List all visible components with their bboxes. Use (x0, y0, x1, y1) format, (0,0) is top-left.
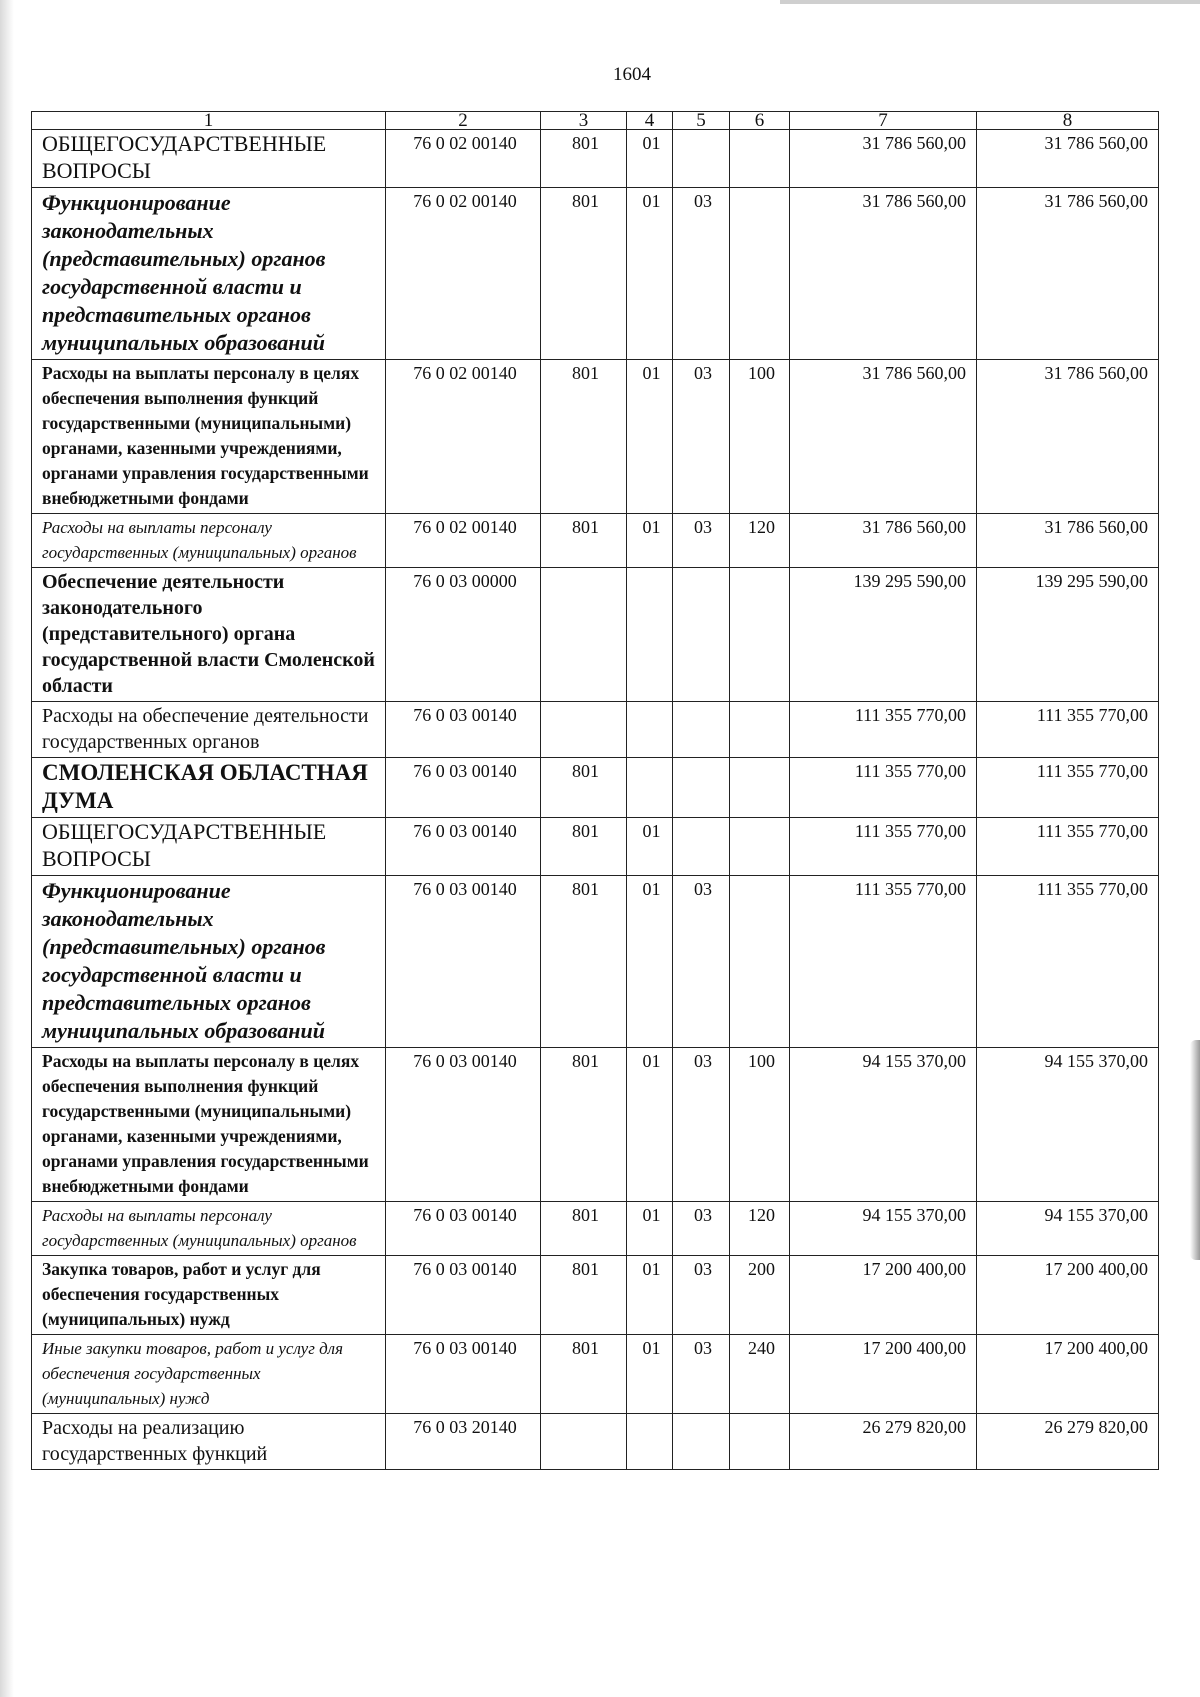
target-article-cell: 76 0 03 00140 (386, 876, 541, 1048)
amount-year-1-cell: 94 155 370,00 (790, 1048, 977, 1202)
amount-year-1-cell: 17 200 400,00 (790, 1335, 977, 1414)
column-header: 5 (673, 112, 730, 130)
table-header-row (32, 112, 1159, 130)
column-header: 8 (977, 112, 1159, 130)
item-name-cell (32, 876, 386, 1048)
table-row (32, 130, 1159, 188)
subsection-code-cell (673, 568, 730, 702)
item-name: Функционирование законодательных (представительных) органов государственной власти и представительных органов муниципальных образований (42, 190, 326, 355)
column-header: 3 (541, 112, 627, 130)
expense-type-cell: 120 (730, 514, 790, 568)
subsection-code-cell: 03 (673, 1048, 730, 1202)
amount-year-2-cell: 111 355 770,00 (977, 702, 1159, 758)
table-row (32, 1048, 1159, 1202)
target-article-cell: 76 0 03 00140 (386, 818, 541, 876)
amount-year-2-cell: 111 355 770,00 (977, 818, 1159, 876)
amount-year-2-cell: 31 786 560,00 (977, 188, 1159, 360)
item-name-cell (32, 360, 386, 514)
item-name-cell (32, 818, 386, 876)
department-code-cell (541, 568, 627, 702)
table-row (32, 818, 1159, 876)
amount-year-1-cell: 31 786 560,00 (790, 360, 977, 514)
amount-year-2-cell: 31 786 560,00 (977, 360, 1159, 514)
department-code-cell (541, 1414, 627, 1470)
section-code-cell (627, 702, 673, 758)
amount-year-1-cell: 31 786 560,00 (790, 130, 977, 188)
section-code-cell: 01 (627, 1256, 673, 1335)
item-name-cell (32, 758, 386, 818)
target-article-cell: 76 0 03 00140 (386, 1335, 541, 1414)
expense-type-cell (730, 876, 790, 1048)
expense-type-cell: 200 (730, 1256, 790, 1335)
target-article-cell: 76 0 03 20140 (386, 1414, 541, 1470)
table-row (32, 1414, 1159, 1470)
section-code-cell: 01 (627, 130, 673, 188)
section-code-cell: 01 (627, 876, 673, 1048)
scan-left-edge (0, 0, 14, 1697)
amount-year-2-cell: 94 155 370,00 (977, 1048, 1159, 1202)
subsection-code-cell: 03 (673, 1256, 730, 1335)
expense-type-cell (730, 702, 790, 758)
column-header: 7 (790, 112, 977, 130)
amount-year-1-cell: 111 355 770,00 (790, 758, 977, 818)
item-name: ОБЩЕГОСУДАРСТВЕННЫЕ ВОПРОСЫ (42, 819, 327, 871)
target-article-cell: 76 0 03 00140 (386, 1256, 541, 1335)
table-row (32, 1202, 1159, 1256)
subsection-code-cell: 03 (673, 876, 730, 1048)
amount-year-2-cell: 17 200 400,00 (977, 1335, 1159, 1414)
item-name: Функционирование законодательных (представительных) органов государственной власти и представительных органов муниципальных образований (42, 878, 326, 1043)
item-name: Расходы на выплаты персоналу государственных (муниципальных) органов (42, 518, 357, 562)
expense-type-cell (730, 568, 790, 702)
department-code-cell: 801 (541, 130, 627, 188)
expense-type-cell: 100 (730, 360, 790, 514)
item-name-cell (32, 702, 386, 758)
item-name: Расходы на обеспечение деятельности государственных органов (42, 705, 369, 753)
amount-year-2-cell: 31 786 560,00 (977, 130, 1159, 188)
department-code-cell: 801 (541, 1335, 627, 1414)
amount-year-2-cell: 111 355 770,00 (977, 876, 1159, 1048)
expense-type-cell (730, 130, 790, 188)
department-code-cell: 801 (541, 1202, 627, 1256)
table-row (32, 568, 1159, 702)
amount-year-2-cell: 111 355 770,00 (977, 758, 1159, 818)
subsection-code-cell (673, 1414, 730, 1470)
item-name: ОБЩЕГОСУДАРСТВЕННЫЕ ВОПРОСЫ (42, 131, 327, 183)
section-code-cell: 01 (627, 1048, 673, 1202)
item-name: СМОЛЕНСКАЯ ОБЛАСТНАЯ ДУМА (42, 760, 368, 813)
target-article-cell: 76 0 03 00140 (386, 1202, 541, 1256)
amount-year-1-cell: 111 355 770,00 (790, 876, 977, 1048)
table-row (32, 1256, 1159, 1335)
target-article-cell: 76 0 03 00140 (386, 758, 541, 818)
department-code-cell: 801 (541, 1048, 627, 1202)
department-code-cell: 801 (541, 818, 627, 876)
budget-table (31, 111, 1159, 1470)
expense-type-cell: 120 (730, 1202, 790, 1256)
item-name-cell (32, 514, 386, 568)
item-name-cell (32, 1414, 386, 1470)
subsection-code-cell: 03 (673, 1202, 730, 1256)
target-article-cell: 76 0 03 00140 (386, 1048, 541, 1202)
table-row (32, 514, 1159, 568)
amount-year-1-cell: 26 279 820,00 (790, 1414, 977, 1470)
expense-type-cell (730, 818, 790, 876)
amount-year-1-cell: 17 200 400,00 (790, 1256, 977, 1335)
item-name: Обеспечение деятельности законодательного (представительного) органа государственной власти Смоленской области (42, 571, 375, 697)
column-header: 1 (32, 112, 386, 130)
amount-year-1-cell: 94 155 370,00 (790, 1202, 977, 1256)
item-name-cell (32, 1048, 386, 1202)
amount-year-1-cell: 139 295 590,00 (790, 568, 977, 702)
section-code-cell: 01 (627, 188, 673, 360)
column-header: 6 (730, 112, 790, 130)
item-name: Закупка товаров, работ и услуг для обеспечения государственных (муниципальных) нужд (42, 1259, 321, 1329)
amount-year-2-cell: 17 200 400,00 (977, 1256, 1159, 1335)
item-name-cell (32, 568, 386, 702)
column-header: 2 (386, 112, 541, 130)
table-row (32, 702, 1159, 758)
expense-type-cell (730, 188, 790, 360)
section-code-cell: 01 (627, 514, 673, 568)
amount-year-1-cell: 31 786 560,00 (790, 188, 977, 360)
item-name: Расходы на реализацию государственных функций (42, 1417, 268, 1465)
department-code-cell: 801 (541, 1256, 627, 1335)
section-code-cell (627, 758, 673, 818)
department-code-cell: 801 (541, 360, 627, 514)
item-name-cell (32, 1202, 386, 1256)
target-article-cell: 76 0 02 00140 (386, 360, 541, 514)
subsection-code-cell (673, 758, 730, 818)
subsection-code-cell: 03 (673, 514, 730, 568)
amount-year-1-cell: 111 355 770,00 (790, 702, 977, 758)
table-row (32, 1335, 1159, 1414)
item-name-cell (32, 130, 386, 188)
item-name: Иные закупки товаров, работ и услуг для обеспечения государственных (муниципальных) нужд (42, 1339, 343, 1408)
target-article-cell: 76 0 03 00140 (386, 702, 541, 758)
item-name-cell (32, 1256, 386, 1335)
department-code-cell: 801 (541, 514, 627, 568)
subsection-code-cell: 03 (673, 1335, 730, 1414)
subsection-code-cell (673, 130, 730, 188)
subsection-code-cell (673, 818, 730, 876)
target-article-cell: 76 0 02 00140 (386, 130, 541, 188)
table-row (32, 360, 1159, 514)
table-body (32, 112, 1159, 1470)
section-code-cell: 01 (627, 818, 673, 876)
subsection-code-cell (673, 702, 730, 758)
expense-type-cell (730, 758, 790, 818)
target-article-cell: 76 0 02 00140 (386, 188, 541, 360)
item-name-cell (32, 188, 386, 360)
amount-year-1-cell: 31 786 560,00 (790, 514, 977, 568)
item-name: Расходы на выплаты персоналу в целях обеспечения выполнения функций государственными (муниципальными) органами, казенными учреждениями, органами управления государственными внебюджетными фондами (42, 363, 369, 508)
department-code-cell: 801 (541, 876, 627, 1048)
section-code-cell: 01 (627, 360, 673, 514)
section-code-cell (627, 1414, 673, 1470)
page-number: 1604 (613, 64, 651, 85)
section-code-cell: 01 (627, 1202, 673, 1256)
section-code-cell: 01 (627, 1335, 673, 1414)
amount-year-2-cell: 139 295 590,00 (977, 568, 1159, 702)
table-row (32, 758, 1159, 818)
department-code-cell: 801 (541, 188, 627, 360)
item-name: Расходы на выплаты персоналу государственных (муниципальных) органов (42, 1206, 357, 1250)
amount-year-2-cell: 31 786 560,00 (977, 514, 1159, 568)
expense-type-cell: 240 (730, 1335, 790, 1414)
item-name: Расходы на выплаты персоналу в целях обеспечения выполнения функций государственными (муниципальными) органами, казенными учреждениями, органами управления государственными внебюджетными фондами (42, 1051, 369, 1196)
expense-type-cell: 100 (730, 1048, 790, 1202)
amount-year-2-cell: 94 155 370,00 (977, 1202, 1159, 1256)
column-header: 4 (627, 112, 673, 130)
table-row (32, 876, 1159, 1048)
subsection-code-cell: 03 (673, 188, 730, 360)
expense-type-cell (730, 1414, 790, 1470)
department-code-cell: 801 (541, 758, 627, 818)
table-row (32, 188, 1159, 360)
item-name-cell (32, 1335, 386, 1414)
amount-year-2-cell: 26 279 820,00 (977, 1414, 1159, 1470)
scan-top-edge (780, 0, 1200, 4)
target-article-cell: 76 0 02 00140 (386, 514, 541, 568)
scan-binding-shadow (1190, 1040, 1200, 1260)
department-code-cell (541, 702, 627, 758)
subsection-code-cell: 03 (673, 360, 730, 514)
target-article-cell: 76 0 03 00000 (386, 568, 541, 702)
amount-year-1-cell: 111 355 770,00 (790, 818, 977, 876)
section-code-cell (627, 568, 673, 702)
